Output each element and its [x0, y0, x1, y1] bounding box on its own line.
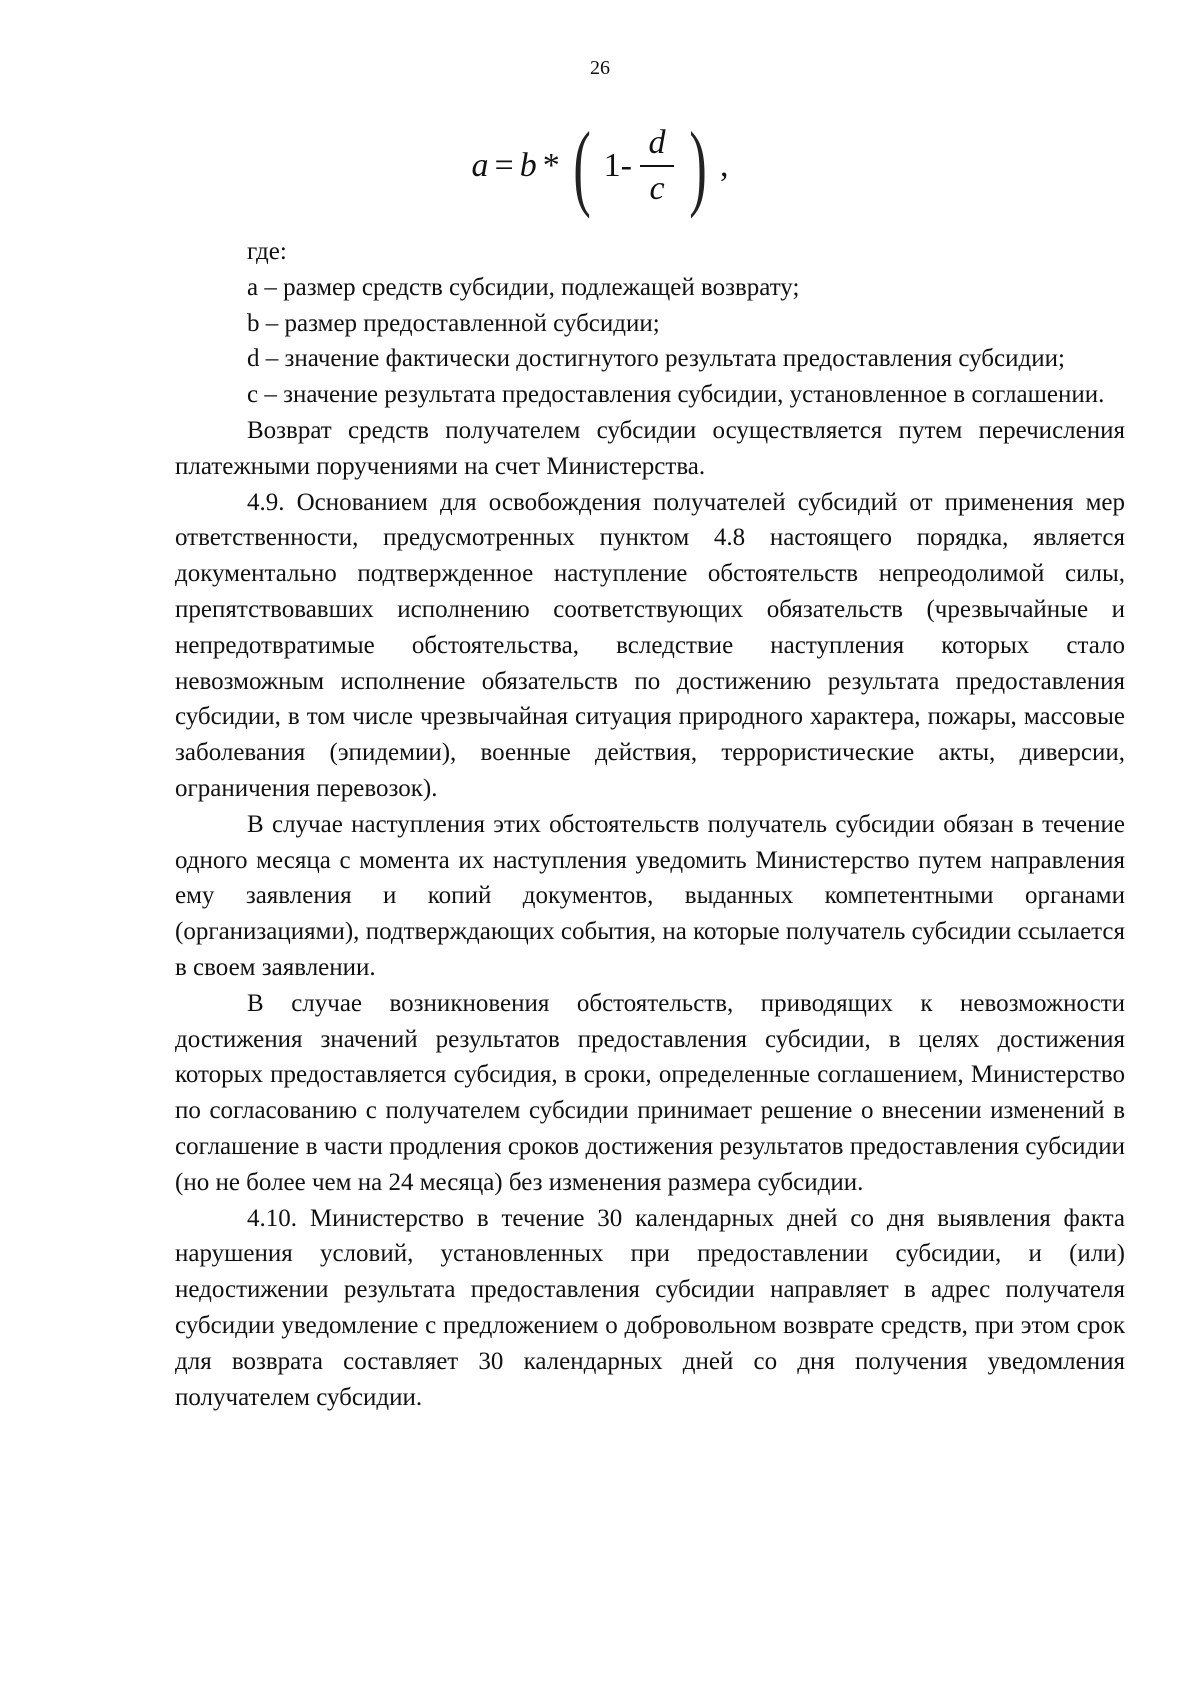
formula-left-paren: (: [572, 112, 591, 219]
paragraph-circumstances-notice: В случае наступления этих обстоятельств получатель субсидии обязан в течение одного месяца с момента их наступления уведомить Министерство путем направления ему заявления и копий документов, выданных компетентными органами (организациями), подтверждающих события, на которые получатель субсидии ссылается в своем заявлении.: [175, 810, 1125, 981]
formula-expression: [471, 112, 729, 219]
refund-formula: [0, 112, 1200, 219]
definition-d: d – значение фактически достигнутого результата предоставления субсидии;: [247, 345, 1065, 373]
formula-denominator: c: [649, 170, 665, 207]
paragraph-circumstances-extension: В случае возникновения обстоятельств, приводящих к невозможности достижения значений результатов предоставления субсидии, в целях достижения которых предоставляется субсидия, в сроки, определенные соглашением, Министерство по согласованию с получателем субсидии принимает решение о внесении изменений в соглашение в части продления сроков достижения результатов предоставления субсидии (но не более чем на 24 месяца) без изменения размера субсидии.: [175, 989, 1125, 1196]
definition-c: c – значение результата предоставления субсидии, установленное в соглашении.: [247, 381, 1105, 409]
where-label: где:: [247, 238, 287, 265]
formula-multiply: *: [542, 147, 560, 184]
paragraph-return: Возврат средств получателем субсидии осуществляется путем перечисления платежными поручениями на счет Министерства.: [175, 416, 1125, 480]
definition-a: а – размер средств субсидии, подлежащей возврату;: [247, 273, 800, 301]
definition-b: b – размер предоставленной субсидии;: [247, 309, 660, 337]
formula-one-minus: 1-: [603, 147, 632, 184]
formula-right-paren: ): [689, 112, 707, 219]
document-body: [175, 234, 1125, 1415]
formula-fraction-bar: [640, 165, 674, 167]
formula-fraction: [640, 123, 674, 209]
page-number: 26: [590, 57, 610, 79]
formula-equals: =: [494, 147, 514, 184]
formula-var-b: b: [519, 147, 537, 184]
formula-trailing-comma: ,: [719, 147, 729, 184]
formula-var-a: a: [471, 147, 489, 184]
paragraph-4-9: 4.9. Основанием для освобождения получателей субсидий от применения мер ответственности, предусмотренных пунктом 4.8 настоящего порядка, является документально подтвержденное наступление обстоятельств непреодолимой силы, препятствовавших исполнению соответствующих обязательств (чрезвычайные и непредотвратимые обстоятельства, вследствие наступления которых стало невозможным исполнение обязательств по достижению результата предоставления субсидии, в том числе чрезвычайная ситуация природного характера, пожары, массовые заболевания (эпидемии), военные действия, террористические акты, диверсии, ограничения перевозок).: [175, 488, 1125, 802]
paragraph-4-10: 4.10. Министерство в течение 30 календарных дней со дня выявления факта нарушения условий, установленных при предоставлении субсидии, и (или) недостижении результата предоставления субсидии направляет в адрес получателя субсидии уведомление с предложением о добровольном возврате средств, при этом срок для возврата составляет 30 календарных дней со дня получения уведомления получателем субсидии.: [175, 1204, 1125, 1411]
formula-numerator: d: [648, 124, 666, 161]
